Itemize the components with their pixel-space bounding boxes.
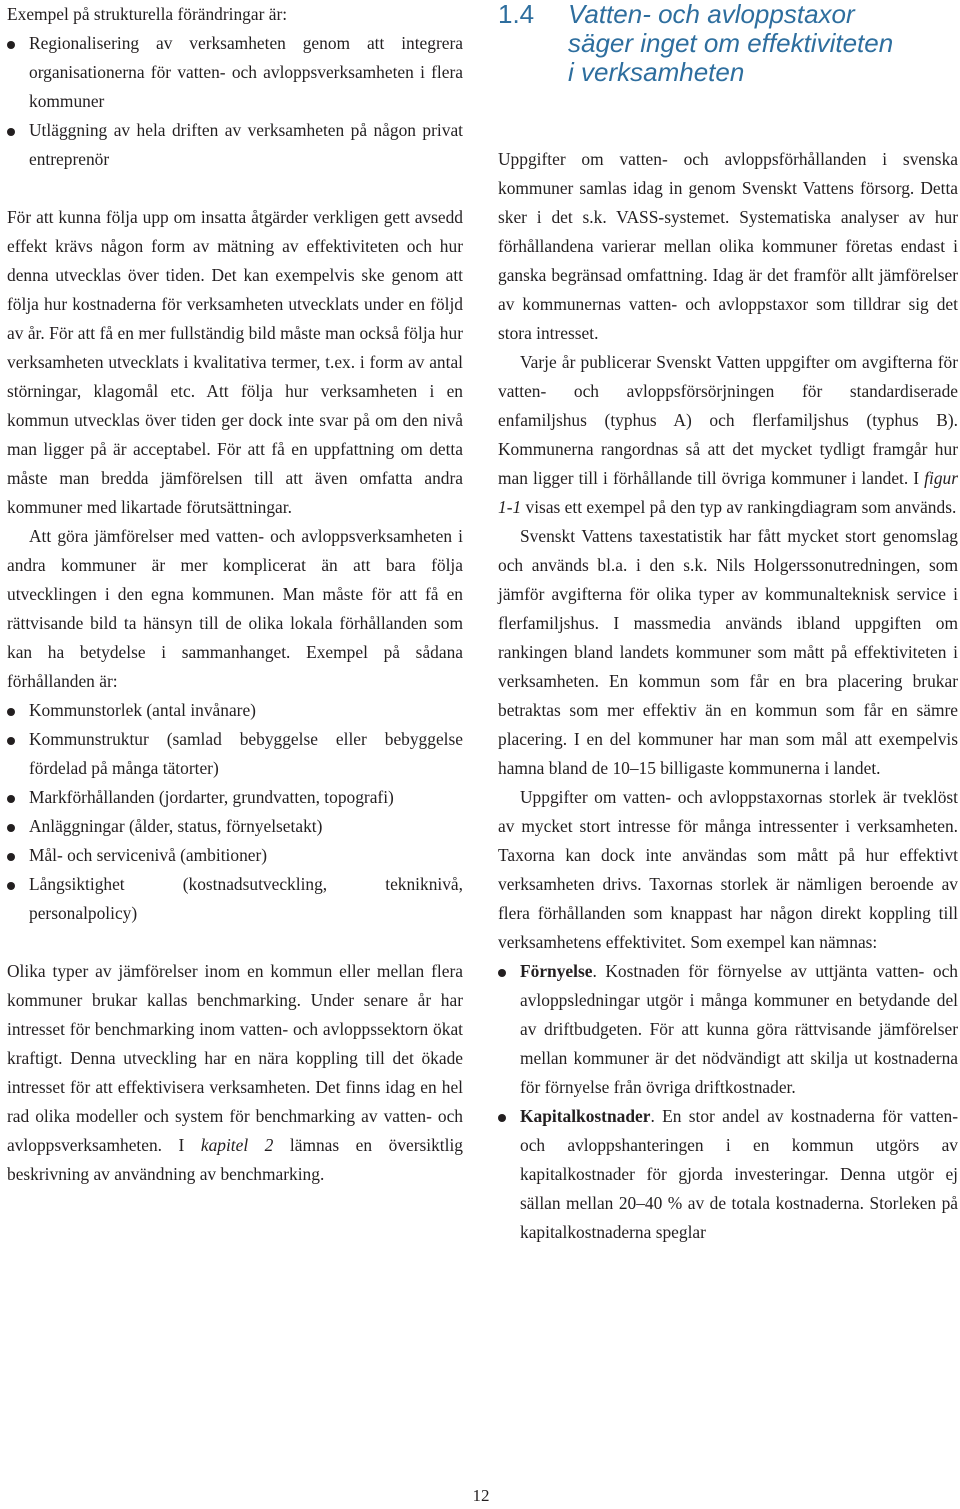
section-title-line: Vatten- och avloppstaxor [568,0,855,29]
bullet-icon [7,708,15,716]
paragraph-tariff-statistics: Svenskt Vattens taxestatistik har fått mycket stort genomslag och används bl.a. i den s.k. Nils Holgerssonutredningen, som jämför avgifterna för olika typer av kommunalteknisk service i flerfamiljshus. I massmedia används ibland uppgiften om rankingen bland landets kommuner som mått på effektiviteten i verksamheten. En kommun som får en bra placering brukar betraktas som mer effektiv än en kommun som får en sämre placering. I en del kommuner har man som mål att exempelvis hamna bland de 10–15 billigaste kommunerna i landet. [498,526,958,778]
term-renewal: Förnyelse [520,961,593,981]
structural-changes-list [7,29,463,174]
bullet-icon [7,853,15,861]
list-item: Mål- och servicenivå (ambitioner) [7,841,463,870]
section-title-line: i verksamheten [568,57,745,87]
section-number: 1.4 [498,0,535,29]
list-item: Kommunstruktur (samlad bebyggelse eller bebyggelse fördelad på många tätorter) [7,725,463,783]
term-capital-costs: Kapitalkostnader [520,1106,651,1126]
paragraph-benchmarking: Olika typer av jämförelser inom en kommun eller mellan flera kommuner brukar kallas benchmarking. Under senare år har intresset för benchmarking inom vatten- och avloppssektorn ökat kraftigt. Denna utveckling har en nära koppling till det ökade intresset för att effektivisera verksamheten. Det finns idag en hel rad olika modeller och system för benchmarking av vatten- och avloppsverksamheten. I kapitel 2 lämnas en översiktlig beskrivning av användning av benchmarking. [7,961,463,1184]
examples-list [498,957,958,1247]
paragraph-tariff-size: Uppgifter om vatten- och avloppstaxornas storlek är tveklöst av mycket stort intresse för många intressenter i verksamheten. Taxorna kan dock inte användas som mått på hur effektivt verksamheten drivs. Taxornas storlek är nämligen beroende av flera förhållanden som knappast har någon direkt koppling till verksamhetens effektivitet. Som exempel kan nämnas: [498,787,958,952]
right-column [498,0,958,1247]
paragraph-vass: Uppgifter om vatten- och avloppsförhållanden i svenska kommuner samlas idag in genom Svenskt Vattens försorg. Detta sker i det s.k. VASS-systemet. Systematiska analyser av hur förhållandena varierar mellan olika kommuner företas endast i ganska begränsad omfattning. Idag är det framför allt jämförelser av kommunernas vatten- och avloppstaxor som tilldrar sig det stora intresset. [498,149,958,343]
paragraph-follow-up: För att kunna följa upp om insatta åtgärder verkligen gett avsedd effekt krävs någon form av mätning av effektiviteten och hur denna utvecklas över tiden. Det kan exempelvis ske genom att följa hur kostnaderna för verksamheten utvecklats under en följd av år. För att få en mer fullständig bild måste man också följa hur verksamheten utvecklats i kvalitativa termer, t.ex. i form av antal störningar, klagomål etc. Att följa hur verksamheten i en kommun utvecklas över tiden ger dock inte svar på om den nivå man ligger på är acceptabel. För att få en uppfattning om detta måste man bredda jämförelsen till att även omfatta andra kommuner med likartade förutsättningar. [7,207,463,517]
chapter-reference: kapitel 2 [200,1135,274,1155]
bullet-icon [7,737,15,745]
paragraph-ranking: Varje år publicerar Svenskt Vatten uppgifter om avgifterna för vatten- och avloppsförsörjningen för standardiserade enfamiljshus (typhus A) och flerfamiljshus (typhus B). Kommunerna rangordnas så att det mycket tydligt framgår hur man ligger till i förhållande till övriga kommuner i landet. I figur 1-1 visas ett exempel på den typ av rankingdiagram som används. [498,352,958,517]
bullet-icon [7,41,15,49]
list-item: Utläggning av hela driften av verksamheten på någon privat entreprenör [7,116,463,174]
bullet-icon [498,969,506,977]
section-title-line: säger inget om effektiviteten [568,28,894,58]
bullet-icon [498,1114,506,1122]
figure-reference: figur 1-1 [498,468,958,517]
page-number: 12 [472,1486,490,1505]
list-item: Kapitalkostnader. En stor andel av kostnaderna för vatten- och avloppshanteringen i en kommun utgörs av kapitalkostnader för gjorda investeringar. Denna utgör ej sällan mellan 20–40 % av de totala kostnaderna. Storleken på kapitalkostnaderna speglar [498,1102,958,1247]
bullet-icon [7,795,15,803]
list-item: Markförhållanden (jordarter, grundvatten, topografi) [7,783,463,812]
list-item: Förnyelse. Kostnaden för förnyelse av uttjänta vatten- och avloppsledningar utgör i många kommuner en betydande del av driftbudgeten. För att kunna göra rättvisande jämförelser mellan kommuner är det nödvändigt att skilja ut kostnaderna för förnyelse från övriga driftkostnader. [498,957,958,1102]
local-conditions-list [7,696,463,928]
list-item: Kommunstorlek (antal invånare) [7,696,463,725]
structural-changes-intro: Exempel på strukturella förändringar är: [7,4,288,24]
list-item: Regionalisering av verksamheten genom att integrera organisationerna för vatten- och avloppsverksamheten i flera kommuner [7,29,463,116]
paragraph-comparisons: Att göra jämförelser med vatten- och avloppsverksamheten i andra kommuner är mer komplicerat än att bara följa utvecklingen i den egna kommunen. Man måste för att få en rättvisande bild ta hänsyn till de olika lokala förhållanden som kan ha betydelse i sammanhanget. Exempel på sådana förhållanden är: [7,526,463,691]
section-heading [498,0,958,87]
list-item: Långsiktighet (kostnadsutveckling, tekniknivå, personalpolicy) [7,870,463,928]
list-item: Anläggningar (ålder, status, förnyelsetakt) [7,812,463,841]
bullet-icon [7,824,15,832]
bullet-icon [7,128,15,136]
left-column [7,0,463,1189]
bullet-icon [7,882,15,890]
